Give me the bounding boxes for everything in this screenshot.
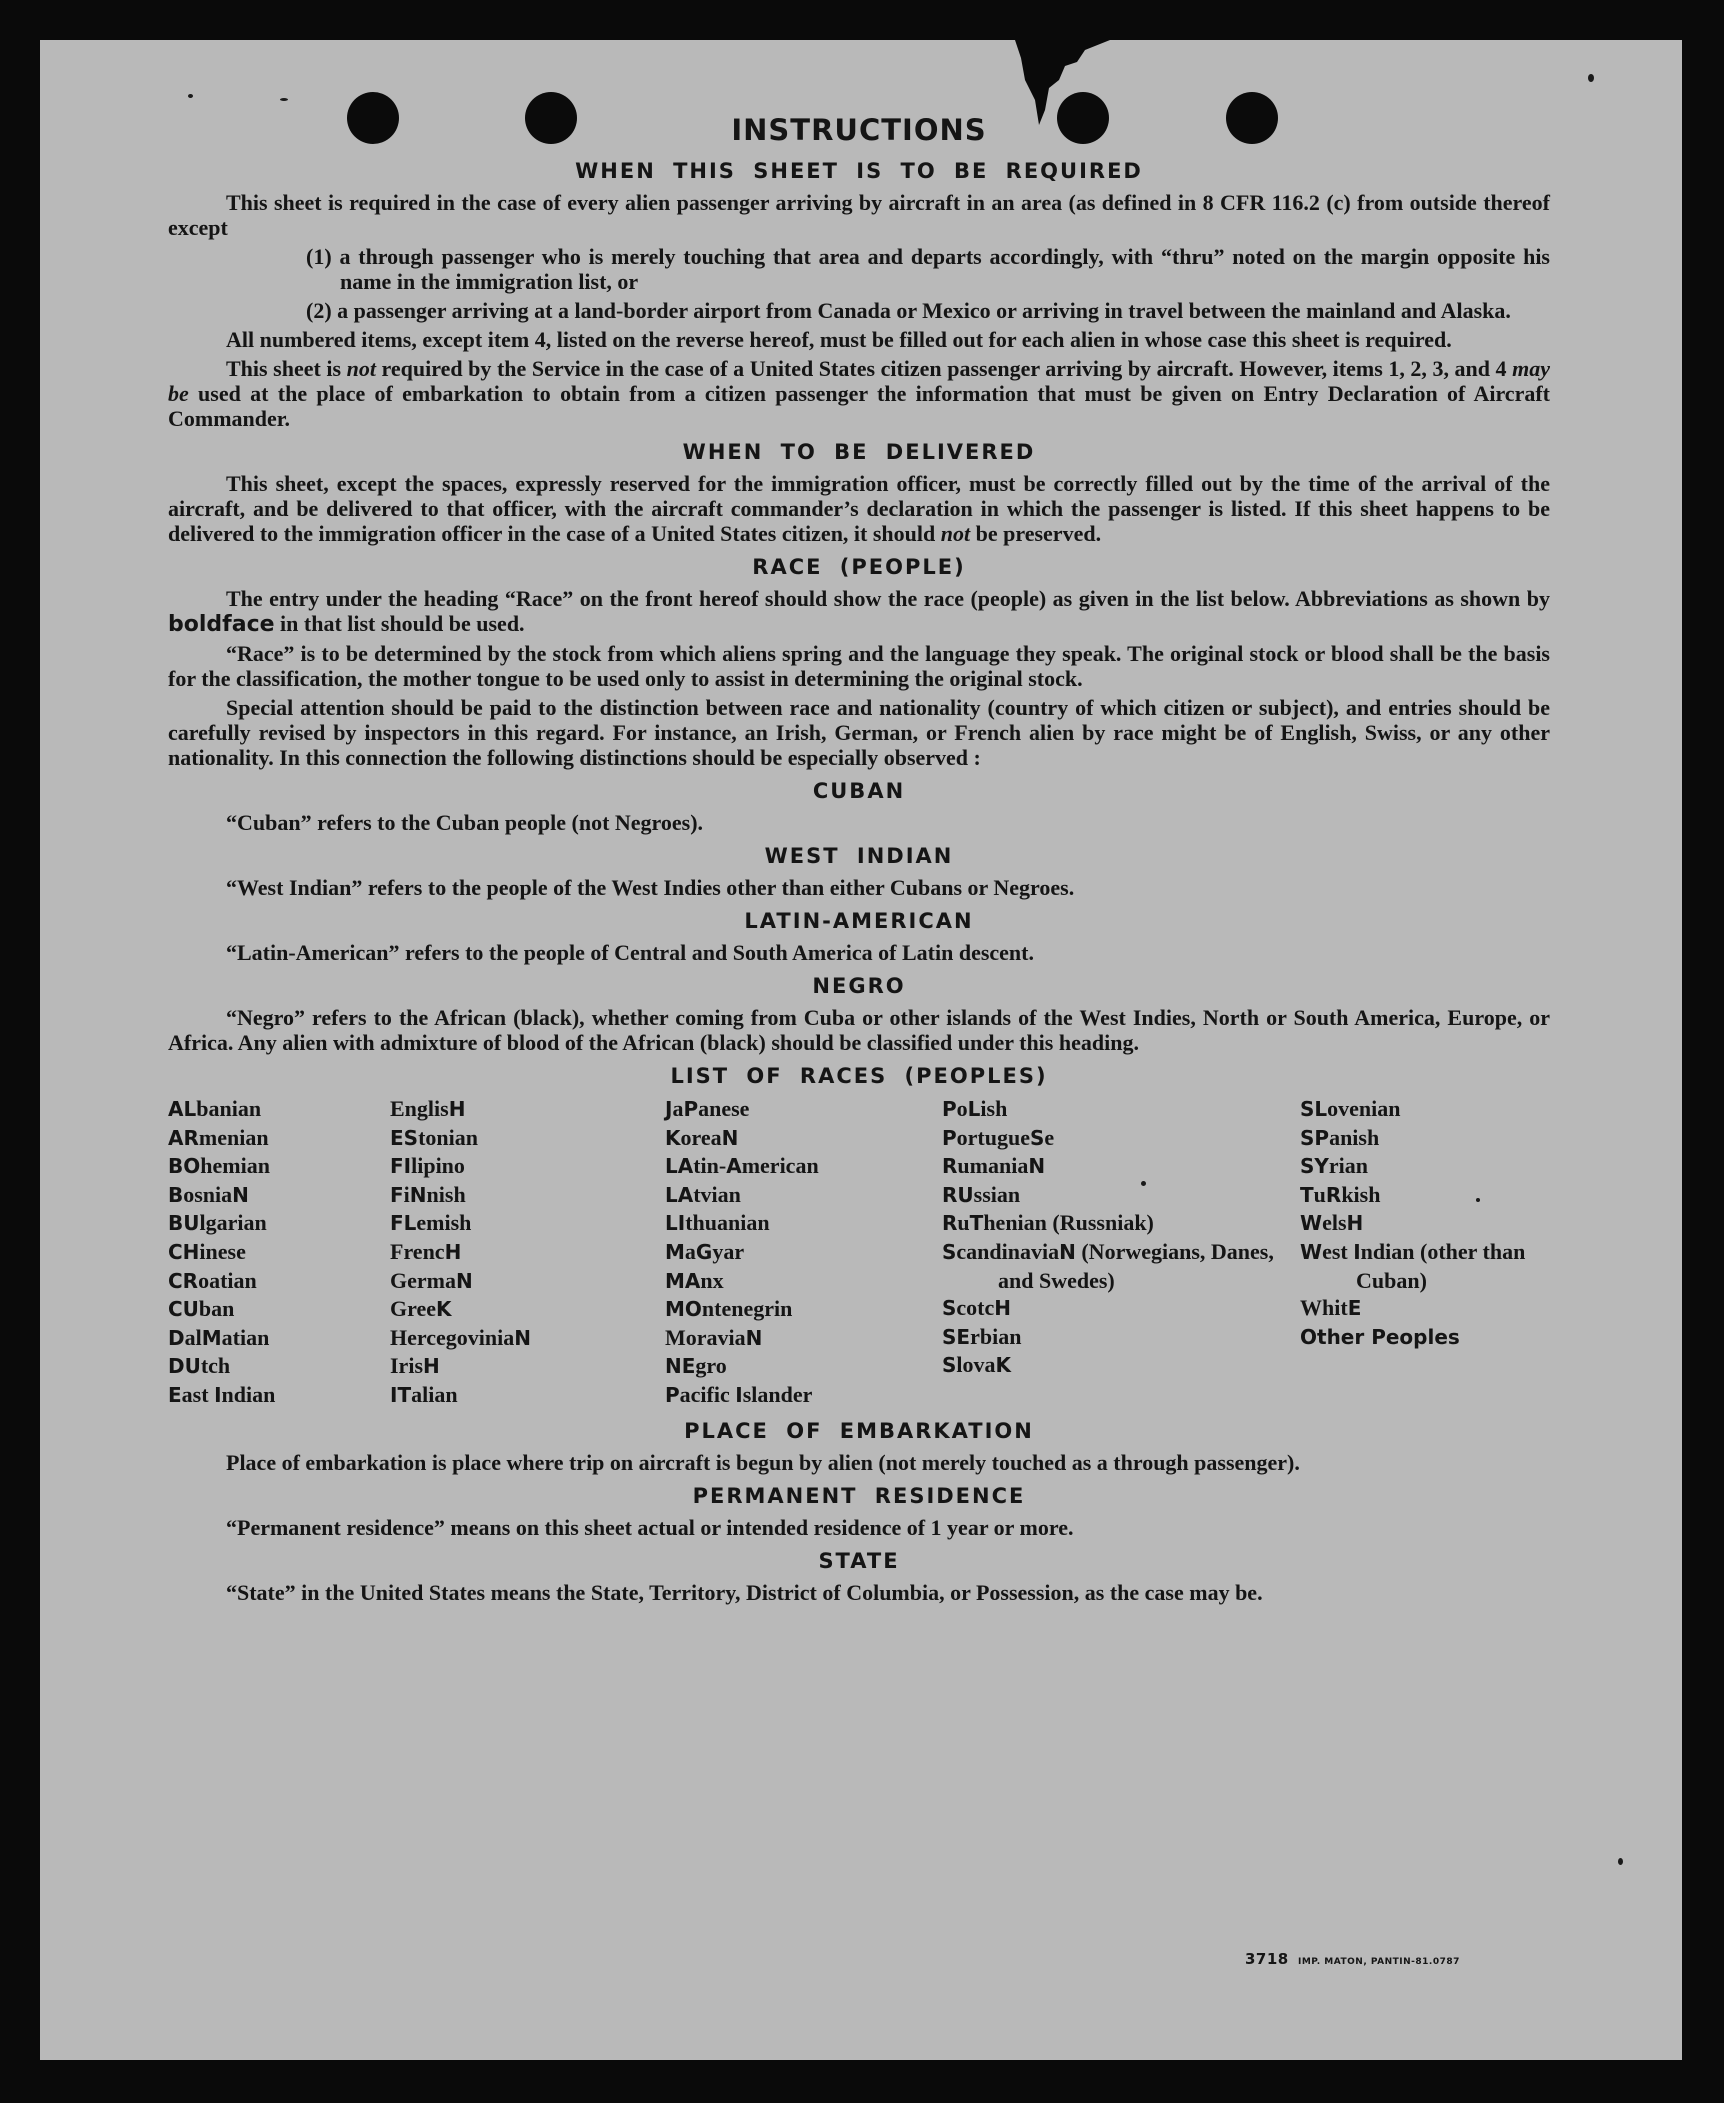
race-entry xyxy=(1300,1152,1550,1181)
races-heading: LIST OF RACES (PEOPLES) xyxy=(670,1064,1048,1088)
race-text: Germa xyxy=(390,1267,456,1293)
section-heading: CUBAN xyxy=(812,779,906,803)
race-abbreviation: SP xyxy=(1300,1125,1330,1150)
race-text: Englis xyxy=(390,1096,449,1121)
paragraph: All numbered items, except item 4, listed on the reverse hereof, must be filled out for each alien in whose case this sheet is required. xyxy=(226,327,1452,352)
race-text: nish xyxy=(426,1181,466,1207)
race-text: ish xyxy=(980,1096,1008,1121)
race-text: umania xyxy=(957,1153,1029,1179)
print-footer xyxy=(1245,1950,1460,1968)
race-abbreviation: H xyxy=(1346,1211,1364,1236)
paragraph-fragment: may be xyxy=(168,356,1550,406)
race-abbreviation: F xyxy=(390,1182,404,1207)
race-entry xyxy=(665,1124,942,1153)
race-abbreviation: P xyxy=(683,1097,699,1121)
race-text: (Norwegians, Danes, and Swedes) xyxy=(998,1238,1274,1293)
race-entry xyxy=(168,1124,390,1153)
race-entry xyxy=(1300,1294,1550,1323)
race-abbreviation: I xyxy=(735,1382,743,1407)
race-entry xyxy=(1300,1095,1550,1124)
race-abbreviation: CH xyxy=(168,1239,200,1264)
race-abbreviation: T xyxy=(969,1211,984,1236)
race-abbreviation: SL xyxy=(1300,1097,1328,1121)
paragraph-fragment: This sheet, except the spaces, expressly reserved for the immigration officer, must be correctly filled out by the time of the arrival of the aircraft, and be delivered to that officer, with the aircraft commander’s declaration in which the passenger is listed. If this sheet happens to be delivered to the immigration officer in the case of a United States citizen, it should xyxy=(168,471,1550,546)
paragraph-fragment: This sheet is xyxy=(226,356,347,381)
race-column xyxy=(390,1095,665,1410)
race-entry xyxy=(665,1324,942,1353)
race-abbreviation: P xyxy=(942,1125,957,1150)
race-entry xyxy=(942,1238,1300,1294)
race-abbreviation: MA xyxy=(665,1268,701,1293)
race-abbreviation: K xyxy=(995,1353,1012,1378)
race-entry xyxy=(168,1295,390,1324)
paragraph-fragment: used at the place of embarkation to obtain from a citizen passenger the information that must be given on Entry Declaration of Aircraft Commander. xyxy=(168,381,1550,431)
section-heading: NEGRO xyxy=(812,974,906,998)
race-text: banian xyxy=(196,1096,262,1121)
race-abbreviation: MO xyxy=(665,1297,702,1322)
race-entry xyxy=(390,1095,665,1124)
race-text: u xyxy=(957,1210,970,1236)
paragraph: “Negro” refers to the African (black), whether coming from Cuba or other islands of the West Indies, North or South America, Europe, or Africa. Any alien with admixture of blood of the African (black) should be classified under this heading. xyxy=(168,1005,1550,1055)
race-abbreviation: SE xyxy=(942,1324,971,1349)
race-entry xyxy=(168,1209,390,1238)
race-text: oatian xyxy=(198,1267,257,1293)
race-abbreviation: I xyxy=(1353,1239,1361,1264)
race-entry xyxy=(665,1238,942,1267)
race-entry xyxy=(168,1152,390,1181)
race-text: a xyxy=(684,1238,696,1264)
section-heading: PLACE OF EMBARKATION xyxy=(684,1418,1034,1443)
speck xyxy=(1618,1858,1623,1865)
section-heading: LATIN-AMERICAN xyxy=(744,909,974,933)
race-entry xyxy=(168,1352,390,1381)
race-abbreviation: L xyxy=(967,1097,981,1121)
section-heading: WEST INDIAN xyxy=(764,844,954,868)
race-text: tonian xyxy=(418,1124,478,1150)
race-abbreviation: G xyxy=(695,1239,713,1264)
race-text: ntenegrin xyxy=(701,1296,793,1322)
race-abbreviation: LA xyxy=(665,1154,694,1179)
race-abbreviation: FI xyxy=(390,1154,412,1179)
race-entry xyxy=(665,1181,942,1210)
race-abbreviation: N xyxy=(514,1325,531,1350)
race-text: ban xyxy=(198,1296,235,1322)
race-text: ssian xyxy=(973,1181,1021,1207)
race-text: tin- xyxy=(693,1153,727,1179)
race-abbreviation: H xyxy=(448,1097,466,1121)
race-abbreviation: ES xyxy=(390,1125,419,1150)
section-heading: WHEN THIS SHEET IS TO BE REQUIRED xyxy=(575,159,1143,183)
race-entry xyxy=(665,1267,942,1296)
race-abbreviation: E xyxy=(1347,1296,1362,1321)
race-abbreviation: S xyxy=(942,1296,957,1321)
race-text: osnia xyxy=(183,1181,233,1207)
race-text: cotc xyxy=(956,1295,995,1321)
race-text: lgarian xyxy=(199,1210,267,1236)
race-abbreviation: R xyxy=(942,1211,958,1236)
printer-imprint: IMP. MATON, PANTIN-81.0787 xyxy=(1297,1957,1460,1967)
paragraph-fragment: be preserved. xyxy=(970,521,1102,546)
race-entry xyxy=(942,1209,1300,1238)
race-abbreviation: AR xyxy=(168,1125,199,1150)
race-text: slander xyxy=(742,1381,813,1407)
race-abbreviation: H xyxy=(444,1239,462,1264)
race-text: Iris xyxy=(390,1353,423,1379)
paragraph: “Cuban” refers to the Cuban people (not Negroes). xyxy=(226,810,704,835)
race-text: candinavia xyxy=(956,1238,1060,1264)
race-abbreviation: D xyxy=(168,1325,185,1350)
race-text: Hercegovinia xyxy=(390,1324,515,1350)
race-abbreviation: R xyxy=(1325,1182,1342,1207)
race-abbreviation: R xyxy=(942,1154,958,1179)
race-abbreviation: AL xyxy=(168,1097,197,1121)
race-text: els xyxy=(1322,1210,1347,1236)
race-entry xyxy=(168,1095,390,1124)
race-column xyxy=(942,1095,1300,1410)
race-text: i xyxy=(403,1181,410,1207)
race-text: anish xyxy=(1329,1124,1380,1150)
race-text: gro xyxy=(695,1353,727,1379)
race-entry xyxy=(665,1095,942,1124)
race-text: u xyxy=(1313,1181,1326,1207)
race-entry xyxy=(1300,1323,1550,1352)
race-abbreviation: IT xyxy=(390,1382,412,1407)
race-entry xyxy=(390,1324,665,1353)
section-heading: RACE (PEOPLE) xyxy=(752,555,966,579)
speck xyxy=(1588,74,1594,82)
race-text: Moravia xyxy=(665,1324,746,1350)
race-abbreviation: CU xyxy=(168,1297,199,1322)
race-abbreviation: N xyxy=(1028,1154,1046,1179)
race-abbreviation: B xyxy=(168,1182,184,1207)
paragraph: “Race” is to be determined by the stock from which aliens spring and the language they speak. The original stock or blood shall be the basis for the classification, the mother tongue to be used only to assist in determining the original stock. xyxy=(168,641,1550,691)
form-number: 3718 xyxy=(1245,1950,1289,1968)
race-column xyxy=(168,1095,390,1410)
race-text: lova xyxy=(956,1352,996,1378)
race-abbreviation: W xyxy=(1300,1211,1323,1236)
race-abbreviation: S xyxy=(942,1353,957,1378)
race-abbreviation: LI xyxy=(665,1211,686,1236)
race-text: Gree xyxy=(390,1296,437,1322)
race-text: lipino xyxy=(411,1153,465,1179)
paragraph: “Permanent residence” means on this sheet actual or intended residence of 1 year or more. xyxy=(226,1514,1074,1540)
paragraph xyxy=(168,356,1550,431)
race-entry xyxy=(665,1381,942,1410)
race-abbreviation: BU xyxy=(168,1211,200,1236)
race-text: o xyxy=(956,1096,968,1121)
race-abbreviation: FL xyxy=(390,1211,417,1236)
race-abbreviation: N xyxy=(232,1182,249,1207)
race-abbreviation: T xyxy=(1300,1182,1314,1207)
section-heading: PERMANENT RESIDENCE xyxy=(692,1483,1026,1508)
paragraph xyxy=(168,471,1550,546)
race-entry xyxy=(390,1152,665,1181)
race-text: ast xyxy=(181,1381,215,1407)
race-text: alian xyxy=(411,1381,458,1407)
paragraph xyxy=(168,586,1550,637)
race-entry xyxy=(942,1152,1300,1181)
race-text: al xyxy=(184,1324,202,1350)
race-entry xyxy=(390,1352,665,1381)
race-text: orea xyxy=(680,1124,722,1150)
race-entry xyxy=(665,1352,942,1381)
race-entry xyxy=(1300,1181,1550,1210)
race-text: hemian xyxy=(200,1153,270,1179)
sections-before xyxy=(168,156,1550,1055)
race-entry xyxy=(168,1238,390,1267)
paragraph: Special attention should be paid to the distinction between race and nationality (country of which citizen or subject), and entries should be carefully revised by inspectors in this regard. For instance, an Irish, German, or French alien by race might be of English, Swiss, or any other nationality. In this connection the following distinctions should be especially observed : xyxy=(168,695,1550,770)
race-entry xyxy=(168,1181,390,1210)
race-text: inese xyxy=(199,1238,246,1264)
race-abbreviation: P xyxy=(942,1097,957,1121)
race-entry xyxy=(390,1267,665,1296)
section-heading: WHEN TO BE DELIVERED xyxy=(682,440,1036,464)
paragraph: “West Indian” refers to the people of the West Indies other than either Cubans or Negroes. xyxy=(226,875,1075,900)
race-abbreviation: H xyxy=(994,1296,1012,1321)
race-column xyxy=(1300,1095,1550,1410)
race-entry xyxy=(390,1181,665,1210)
race-text: rian xyxy=(1328,1153,1369,1179)
race-list xyxy=(168,1095,1550,1410)
race-entry xyxy=(942,1294,1300,1323)
race-abbreviation: J xyxy=(665,1097,673,1121)
race-text: ovenian xyxy=(1327,1096,1401,1121)
race-entry xyxy=(390,1381,665,1410)
paragraph: Place of embarkation is place where trip on aircraft is begun by alien (not merely touched as a through passenger). xyxy=(226,1449,1300,1475)
race-abbreviation: I xyxy=(214,1382,222,1407)
race-abbreviation: A xyxy=(726,1154,742,1179)
race-entry xyxy=(665,1295,942,1324)
race-text: anese xyxy=(698,1096,750,1121)
race-abbreviation: P xyxy=(665,1382,680,1407)
race-abbreviation: N xyxy=(1059,1239,1076,1264)
race-text: Frenc xyxy=(390,1238,445,1264)
race-entry xyxy=(1300,1124,1550,1153)
race-text: nx xyxy=(700,1267,724,1293)
sections-after xyxy=(168,1416,1550,1605)
exception-item: (1) a through passenger who is merely touching that area and departs accordingly, with “thru” noted on the margin opposite his name in the immigration list, or xyxy=(306,244,1550,294)
race-text: atian xyxy=(221,1324,270,1350)
race-abbreviation: DU xyxy=(168,1354,201,1379)
race-entry xyxy=(942,1351,1300,1380)
race-text: emish xyxy=(416,1210,472,1236)
race-abbreviation: H xyxy=(423,1354,440,1379)
race-abbreviation: K xyxy=(436,1297,452,1322)
race-entry xyxy=(168,1324,390,1353)
race-text: henian (Russniak) xyxy=(983,1210,1154,1236)
race-text: merican xyxy=(741,1153,819,1179)
section-heading: STATE xyxy=(818,1548,900,1573)
race-text: thuanian xyxy=(685,1210,770,1236)
race-entry xyxy=(390,1295,665,1324)
race-abbreviation: RU xyxy=(942,1182,974,1207)
race-entry xyxy=(942,1181,1300,1210)
document-sheet xyxy=(40,40,1682,2060)
race-entry xyxy=(665,1152,942,1181)
paragraph-fragment: not xyxy=(940,521,971,546)
exception-item: (2) a passenger arriving at a land-border airport from Canada or Mexico or arriving in travel between the mainland and Alaska. xyxy=(306,298,1511,323)
paragraph: “State” in the United States means the State, Territory, District of Columbia, or Possession, as the case may be. xyxy=(226,1579,1263,1605)
race-abbreviation: N xyxy=(455,1268,473,1293)
instructions-content xyxy=(168,110,1550,1609)
race-abbreviation: CR xyxy=(168,1268,199,1293)
paragraph-fragment: required by the Service in the case of a United States citizen passenger arriving by aircraft. However, items 1, 2, 3, and 4 xyxy=(375,356,1513,381)
race-entry xyxy=(168,1267,390,1296)
race-entry xyxy=(390,1238,665,1267)
race-text: Whit xyxy=(1300,1295,1348,1321)
race-abbreviation: M xyxy=(665,1239,685,1264)
race-entry xyxy=(1300,1209,1550,1238)
race-abbreviation: K xyxy=(665,1125,681,1150)
paragraph: “Latin-American” refers to the people of Central and South America of Latin descent. xyxy=(226,940,1034,965)
race-abbreviation: BO xyxy=(168,1154,201,1179)
race-text: tch xyxy=(200,1353,231,1379)
race-abbreviation: S xyxy=(942,1239,957,1264)
paragraph-fragment: not xyxy=(346,356,376,381)
race-text: tvian xyxy=(693,1181,741,1207)
race-entry xyxy=(942,1323,1300,1352)
race-abbreviation: LA xyxy=(665,1182,694,1207)
race-text: e xyxy=(1044,1124,1055,1150)
race-abbreviation: W xyxy=(1300,1239,1323,1264)
race-entry xyxy=(665,1209,942,1238)
race-text: ndian xyxy=(221,1381,276,1407)
race-text: a xyxy=(672,1096,684,1121)
race-text: yar xyxy=(712,1238,745,1264)
race-abbreviation: SY xyxy=(1300,1154,1329,1179)
race-text: ndian (other than Cuban) xyxy=(1356,1238,1526,1293)
race-text: kish xyxy=(1341,1181,1381,1207)
race-abbreviation: N xyxy=(745,1325,763,1350)
race-abbreviation: NE xyxy=(665,1354,696,1379)
race-text: rbian xyxy=(970,1323,1022,1349)
paragraph: This sheet is required in the case of every alien passenger arriving by aircraft in an area (as defined in 8 CFR 116.2 (c) from outside thereof except xyxy=(168,190,1550,240)
paragraph-fragment: in that list should be used. xyxy=(274,611,525,636)
race-entry xyxy=(942,1095,1300,1124)
race-text: menian xyxy=(198,1124,269,1150)
race-abbreviation: Other Peoples xyxy=(1300,1324,1460,1349)
race-entry xyxy=(390,1124,665,1153)
race-abbreviation: N xyxy=(409,1182,427,1207)
race-text: acific xyxy=(679,1381,736,1407)
race-text: est xyxy=(1322,1238,1354,1264)
race-entry xyxy=(942,1124,1300,1153)
paragraph-fragment: boldface xyxy=(168,612,275,637)
race-entry xyxy=(1300,1238,1550,1294)
race-column xyxy=(665,1095,942,1410)
race-text: ortugue xyxy=(956,1124,1030,1150)
speck xyxy=(188,94,193,98)
speck xyxy=(280,98,288,101)
page-title: INSTRUCTIONS xyxy=(731,113,987,147)
race-abbreviation: N xyxy=(721,1125,739,1150)
race-abbreviation: E xyxy=(168,1382,182,1407)
paragraph-fragment: The entry under the heading “Race” on the front hereof should show the race (people) as given in the list below. Abbreviations as shown by xyxy=(226,586,1550,611)
race-entry xyxy=(390,1209,665,1238)
race-entry xyxy=(168,1381,390,1410)
race-abbreviation: M xyxy=(201,1325,222,1350)
race-abbreviation: S xyxy=(1030,1125,1045,1150)
